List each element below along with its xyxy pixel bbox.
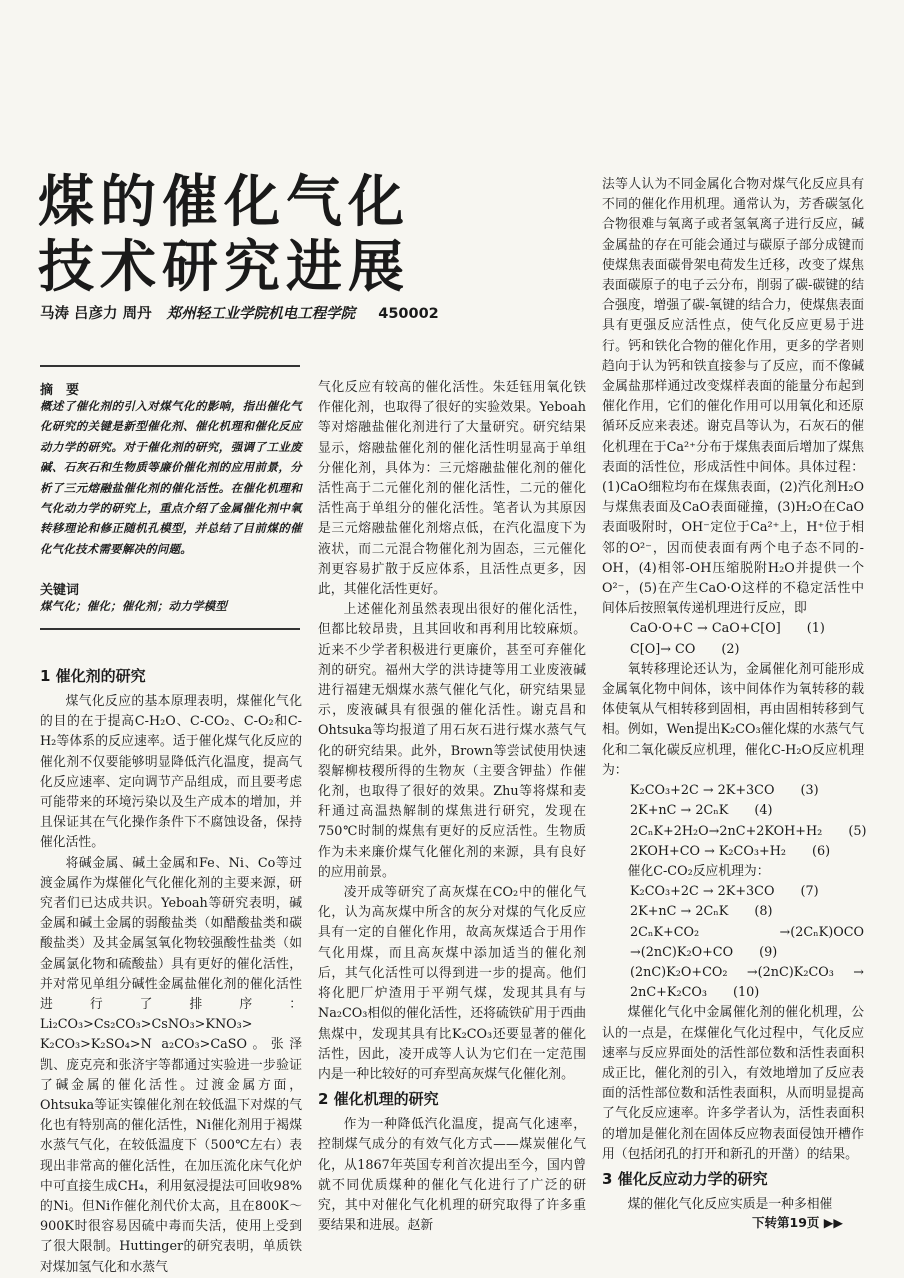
keywords-text: 煤气化；催化；催化剂；动力学模型 bbox=[40, 599, 228, 613]
equation-6: 2KOH+CO → K₂CO₃+H₂ (6) bbox=[630, 843, 831, 859]
abstract-text: 概述了催化剂的引入对煤气化的影响，指出催化气化研究的关键是新型催化剂、催化机理和催化反应动力学的研究。对于催化剂的研究，强调了工业废碱、石灰石和生物质等廉价催化剂的应用前景，分析了三元熔融盐催化剂的催化活性。在催化机理和气化动力学的研究上，重点介绍了金属催化剂中氧转移理论和修正随机孔模型，并总结了目前煤的催化气化技术需要解决的问题。 bbox=[40, 399, 302, 556]
equation-8: 2K+nC → 2CₙK (8) bbox=[630, 904, 773, 920]
equation-7: K₂CO₃+2C → 2K+3CO (7) bbox=[630, 884, 819, 900]
col2-paragraph: 气化反应有较高的催化活性。朱廷钰用氧化铁作催化剂，也取得了很好的实验效果。Yeboah等对熔融盐催化剂进行了大量研究。研究结果显示，熔融盐催化剂的催化活性明显高于单组分催化剂，具体为：三元熔融盐催化剂的催化活性高于二元催化剂的催化活性，二元的催化活性高于单组分的催化活性。笔者认为其原因是三元熔融盐催化剂熔点低，在汽化温度下为液状，而二元混合物催化剂为固态，三元催化剂更容易扩散于反应体系，且活性点更多，因此，其催化活性更好。 bbox=[318, 380, 586, 598]
col1-paragraph: 将碱金属、碱土金属和Fe、Ni、Co等过渡金属作为煤催化气化催化剂的主要来源，研究者们已达成共识。Yeboah等研究表明，碱金属和碱土金属的弱酸盐类（如醋酸盐类和碳酸盐类）及其金属氢氧化物较强酸性盐类（如金属氯化物和硫酸盐）具有更好的催化活性，并对常见单组分碱性金属盐催化剂的催化活性进行了排序：Li₂CO₃>Cs₂CO₃>CsNO₃>KNO₃> K₂CO₃>K₂SO₄>N a₂CO₃>CaSO。张泽凯、庞克亮和张济宇等都通过实验进一步验证了碱金属的催化活性。过渡金属方面，Ohtsuka等证实镍催化剂在较低温下对煤的气化也有特别高的催化活性，Ni催化剂用于褐煤水蒸气气化，在较低温度下（500℃左右）表现出非常高的催化活性，在加压流化床气化炉中可直接生成CH₄，利用氨浸提法可回收98%的Ni。但Ni作催化剂代价太高，且在800K～900K时很容易因硫中毒而失活，使用上受到了很大限制。Huttinger的研究表明，单质铁对煤加氢气化和水蒸气 bbox=[40, 855, 302, 1275]
section-3-heading: 3 催化反应动力学的研究 bbox=[602, 1169, 768, 1188]
abstract-top-rule bbox=[40, 365, 300, 367]
col2-paragraph: 上述催化剂虽然表现出很好的催化活性，但都比较昂贵，且其回收和再利用比较麻烦。近来不少学者积极进行更廉价，甚至可弃催化剂的研究。福州大学的洪诗捷等用工业废液碱进行福建无烟煤水蒸气催化气化，研究结果显示，废液碱具有很强的催化活性。谢克昌和Ohtsuka等均报道了用石灰石进行煤水蒸气气化的研究结果。此外，Brown等尝试使用快速裂解柳枝稷所得的生物灰（主要含钾盐）作催化剂，也取得了很好的效果。Zhu等将煤和麦秆通过高温热解制的煤焦进行研究，发现在750℃时制的煤焦有更好的反应活性。生物质作为未来廉价煤气化催化剂的来源，具有良好的应用前景。 bbox=[318, 602, 586, 880]
abstract-bottom-rule bbox=[40, 628, 300, 630]
equation-10: (2nC)K₂O+CO₂ →(2nC)K₂CO₃ → 2nC+K₂CO₃ (10) bbox=[630, 964, 864, 1001]
equation-5: 2CₙK+2H₂O→2nC+2KOH+H₂ (5) bbox=[630, 823, 867, 839]
col3-paragraph: 催化C-CO₂反应机理为： bbox=[627, 863, 770, 879]
equation-3: K₂CO₃+2C → 2K+3CO (3) bbox=[630, 783, 819, 799]
equation-4: 2K+nC → 2CₙK (4) bbox=[630, 803, 773, 819]
authors: 马涛 吕彦力 周丹 bbox=[40, 306, 152, 322]
abstract-heading: 摘 要 bbox=[40, 383, 80, 398]
section-2-heading: 2 催化机理的研究 bbox=[318, 1090, 439, 1109]
col3-paragraph: 氧转移理论还认为，金属催化剂可能形成金属氧化物中间体，该中间体作为氧转移的载体使氧从气相转移到固相，再由固相转移到气相。例如，Wen提出K₂CO₃催化煤的水蒸气气化和二氧化碳反应机理，催化C-H₂O反应机理为： bbox=[602, 661, 864, 778]
keywords-heading: 关键词 bbox=[40, 583, 80, 598]
equation-2: C[O]→ CO (2) bbox=[630, 641, 740, 657]
section-1-heading: 1 催化剂的研究 bbox=[40, 667, 146, 685]
postcode: 450002 bbox=[378, 306, 439, 322]
col2-paragraph: 凌开成等研究了高灰煤在CO₂中的催化气化，认为高灰煤中所含的灰分对煤的气化反应具有一定的自催化作用，故高灰煤适合于用作气化用煤，而且高灰煤中添加适当的催化剂后，其气化活性可以得到进一步的提高。他们将化肥厂炉渣用于平朔气煤，发现其具有与Na₂CO₃相似的催化活性，还将硫铁矿用于西曲焦煤中，发现其具有比K₂CO₃还要显著的催化活性，因此，凌开成等人认为它们在一定范围内是一种比较好的可弃型高灰煤气化催化剂。 bbox=[318, 885, 586, 1082]
equation-9: 2CₙK+CO₂ →(2CₙK)OCO →(2nC)K₂O+CO (9) bbox=[630, 924, 864, 960]
col3-paragraph: 煤的催化气化反应实质是一种多相催 bbox=[627, 1196, 833, 1212]
col1-paragraph: 煤气化反应的基本原理表明，煤催化气化的目的在于提高C-H₂O、C-CO₂、C-O₂和C-H₂等体系的反应速率。适于催化煤气化反应的催化剂不仅要能够明显降低汽化温度，提高气化反应速率、定向调节产品组成，而且要考虑可能带来的环境污染以及生产成本的增加，并且保证其在气化操作条件下不腐蚀设备，保持催化活性。 bbox=[40, 694, 302, 851]
continued-on-page-note: 下转第19页 ▶▶ bbox=[752, 1215, 843, 1230]
column-1 bbox=[40, 662, 302, 1278]
column-3 bbox=[602, 175, 867, 1215]
title-line-1: 煤的催化气化 bbox=[38, 170, 410, 235]
col3-paragraph: 法等人认为不同金属化合物对煤气化反应具有不同的催化作用机理。通常认为，芳香碳氢化合物很难与氧离子或者氢氧离子进行反应，碱金属盐的存在可能会通过与碳原子部分成键而使煤焦表面碳骨架电荷发生迁移，改变了煤焦表面碳原子的电子云分布，削弱了碳-碳键的结合强度，增强了碳-氧键的结合力，使煤焦表面具有更强反应活性点，使气化反应更易于进行。钙和铁化合物的催化作用，更多的学者则趋向于认为钙和铁直接参与了反应，而不像碱金属盐那样通过改变煤样表面的能量分布起到催化作用，它们的催化作用可以用氧化和还原循环反应来表述。谢克昌等认为，石灰石的催化机理在于Ca²⁺分布于煤焦表面后增加了煤焦表面的活性位，形成活性中间体。具体过程：(1)CaO细粒均布在煤焦表面，(2)汽化剂H₂O与煤焦表面及CaO表面碰撞，(3)H₂O在CaO表面吸附时，OH⁻定位于Ca²⁺上，H⁺位于相邻的O²⁻，因而使表面有两个电子态不同的-OH，(4)相邻-OH压缩脱附H₂O并提供一个O²⁻，(5)在产生CaO·O这样的不稳定活性中间体后按照氧传递机理进行反应，即 bbox=[602, 177, 864, 617]
col2-paragraph: 作为一种降低汽化温度，提高气化速率，控制煤气成分的有效气化方式——煤炭催化气化，从1867年英国专利首次提出至今，国内曾就不同优质煤种的催化气化进行了广泛的研究，其中对催化气化机理的研究取得了许多重要结果和进展。赵新 bbox=[318, 1117, 586, 1234]
column-2 bbox=[318, 378, 586, 1236]
col3-paragraph: 煤催化气化中金属催化剂的催化机理，公认的一点是，在煤催化气化过程中，气化反应速率与反应界面处的活性部位数和活性表面积成正比，催化剂的引入，有效地增加了反应表面的活性部位数和活性表面积，从而明显提高了气化反应速率。许多学者认为，活性表面积的增加是催化剂在固体反应物表面侵蚀开槽作用（包括闭孔的打开和新孔的开凿）的结果。 bbox=[602, 1005, 864, 1162]
institution: 郑州轻工业学院机电工程学院 bbox=[166, 306, 356, 322]
title-line-2: 技术研究进展 bbox=[38, 235, 410, 300]
byline bbox=[40, 302, 439, 323]
equation-1: CaO·O+C → CaO+C[O] (1) bbox=[630, 621, 825, 637]
